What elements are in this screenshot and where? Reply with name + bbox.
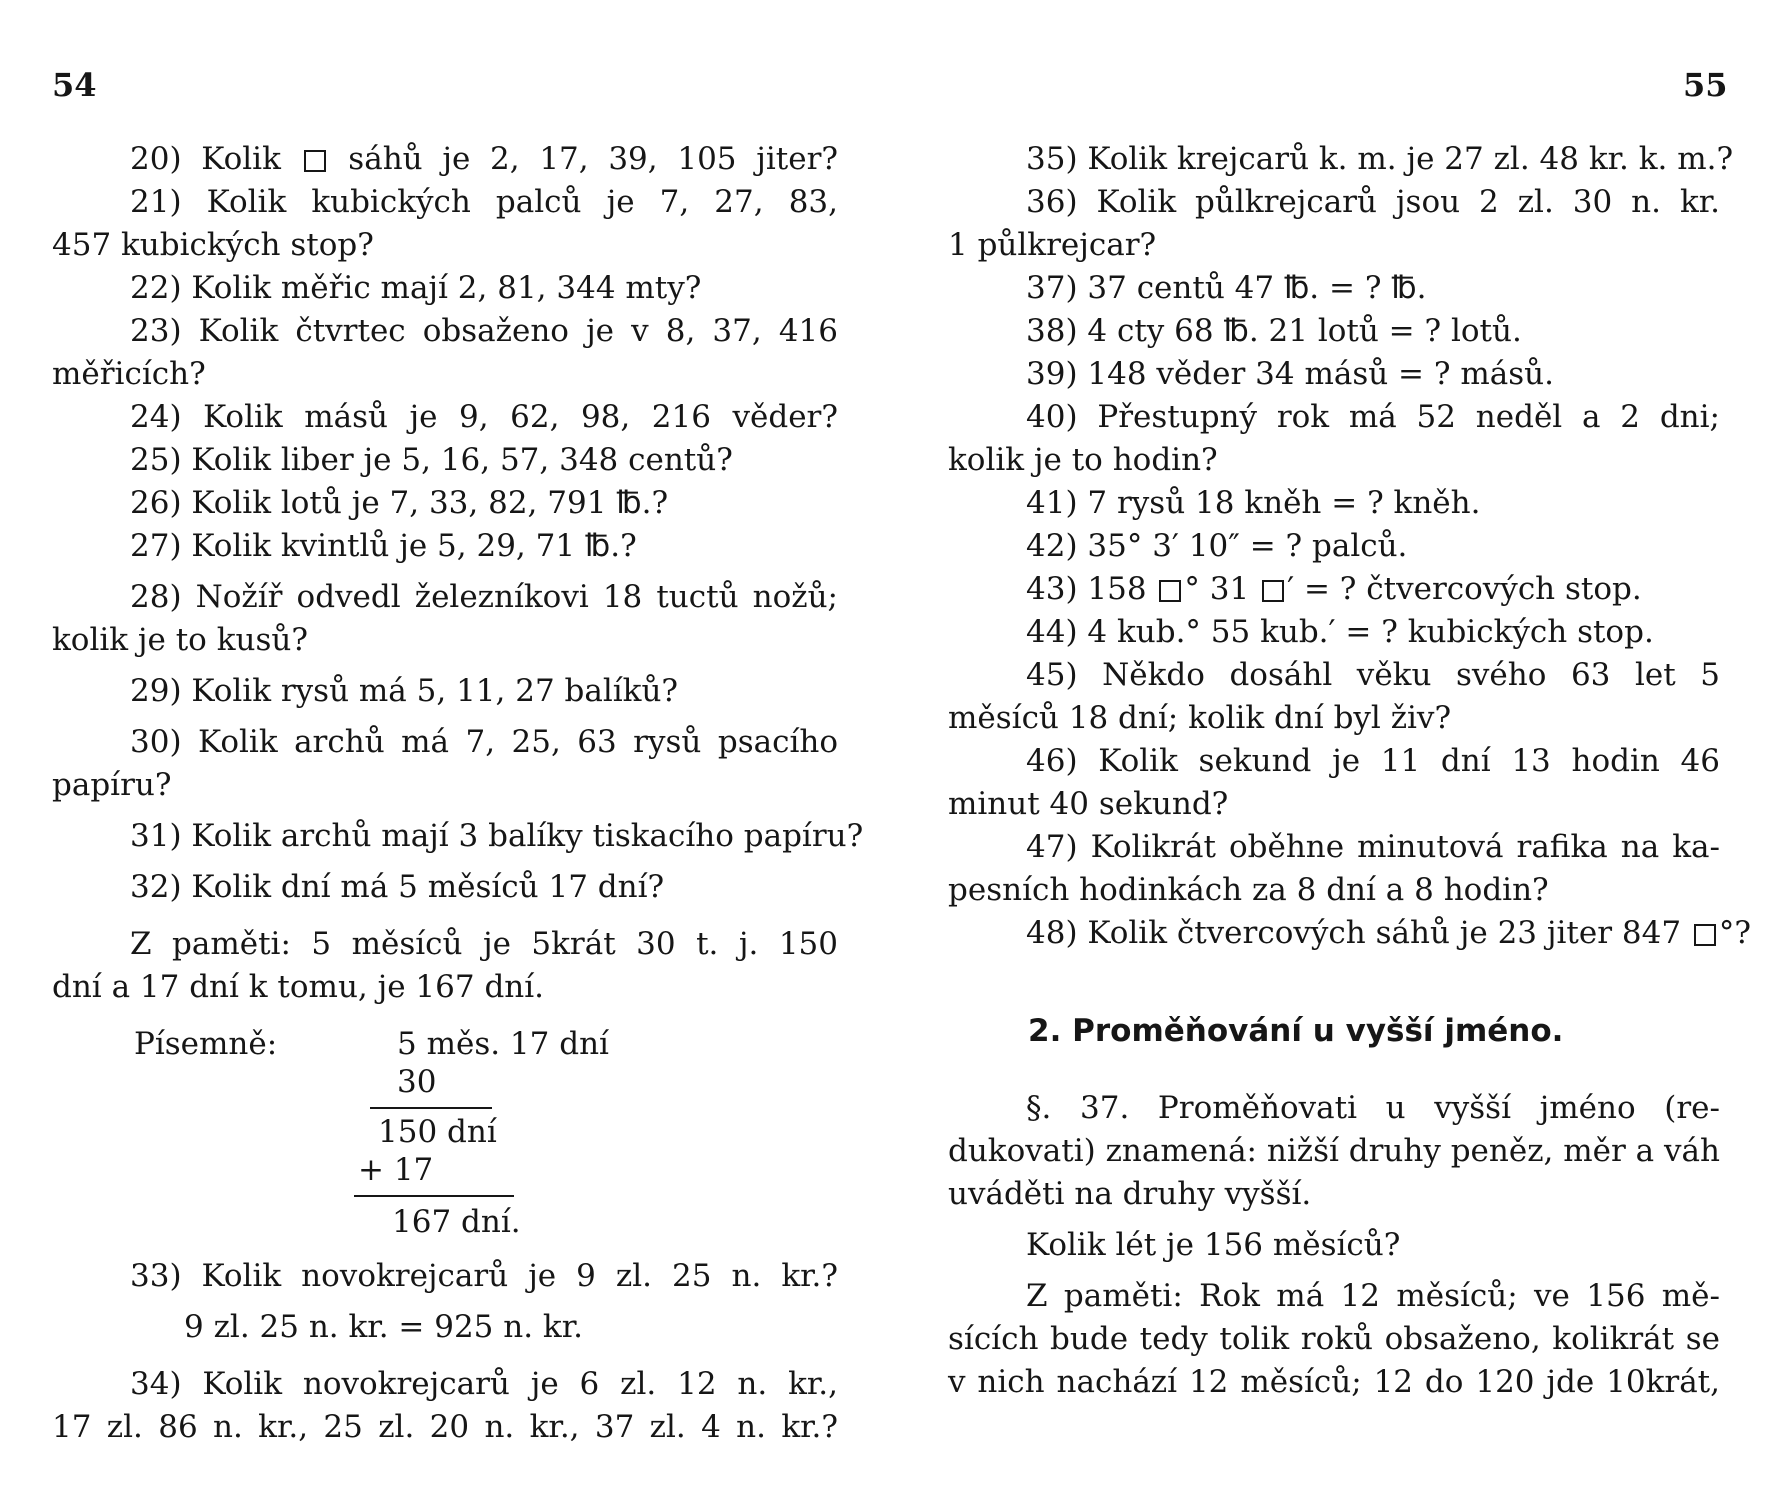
paragraph-37: §. 37. Proměňovati u vyšší jméno (re-	[1026, 1090, 1720, 1126]
written-calculation	[52, 1023, 838, 1255]
exercise-23-cont: měřicích?	[52, 356, 206, 392]
square-symbol-icon	[1262, 580, 1284, 602]
calc-rule-2	[354, 1195, 514, 1197]
exercise-44: 44) 4 kub.° 55 kub.′ = ? kubických stop.	[1026, 614, 1654, 650]
exercise-48: 48) Kolik čtvercových sáhů je 23 jiter 847 °?	[1026, 915, 1752, 951]
exercise-40: 40) Přestupný rok má 52 neděl a 2 dni;	[1026, 399, 1720, 435]
exercise-24: 24) Kolik másů je 9, 62, 98, 216 věder?	[130, 399, 838, 435]
calc-row-2: 30	[397, 1064, 437, 1100]
exercise-23: 23) Kolik čtvrtec obsaženo je v 8, 37, 416	[130, 313, 838, 349]
calc-label: Písemně:	[134, 1026, 278, 1062]
exercise-29: 29) Kolik rysů má 5, 11, 27 balíků?	[130, 673, 679, 709]
page-number-left: 54	[52, 66, 97, 104]
exercise-28-cont: kolik je to kusů?	[52, 622, 308, 658]
exercise-26: 26) Kolik lotů je 7, 33, 82, 791 ℔.?	[130, 485, 669, 521]
square-symbol-icon	[304, 150, 326, 172]
exercise-40-cont: kolik je to hodin?	[948, 442, 1218, 478]
calc-row-4: + 17	[358, 1152, 434, 1188]
question-156: Kolik lét je 156 měsíců?	[1026, 1227, 1401, 1263]
exercise-35: 35) Kolik krejcarů k. m. je 27 zl. 48 kr. k. m.?	[1026, 141, 1734, 177]
exercise-27: 27) Kolik kvintlů je 5, 29, 71 ℔.?	[130, 528, 637, 564]
exercise-33-answer: 9 zl. 25 n. kr. = 925 n. kr.	[184, 1309, 583, 1345]
exercise-42: 42) 35° 3′ 10″ = ? palců.	[1026, 528, 1408, 564]
calc-rule-1	[370, 1107, 492, 1109]
exercise-31: 31) Kolik archů mají 3 balíky tiskacího papíru?	[130, 818, 864, 854]
exercise-43: 43) 158 ° 31 ′ = ? čtvercových stop.	[1026, 571, 1642, 607]
mental-calc-cont: dní a 17 dní k tomu, je 167 dní.	[52, 969, 545, 1005]
exercise-34: 34) Kolik novokrejcarů je 6 zl. 12 n. kr.,	[130, 1366, 838, 1402]
calc-row-5: 167 dní.	[392, 1204, 521, 1240]
exercise-25: 25) Kolik liber je 5, 16, 57, 348 centů?	[130, 442, 733, 478]
section-heading: 2. Proměňování u vyšší jméno.	[1028, 1013, 1564, 1049]
exercise-47: 47) Kolikrát oběhne minutová rafika na ka-	[1026, 829, 1720, 865]
exercise-28: 28) Nožíř odvedl železníkovi 18 tuctů nožů;	[130, 579, 838, 615]
mental-calc-right-line-2: sících bude tedy tolik roků obsaženo, kolikrát se	[948, 1321, 1720, 1357]
exercise-32: 32) Kolik dní má 5 měsíců 17 dní?	[130, 869, 665, 905]
square-symbol-icon	[1159, 580, 1181, 602]
page-number-right: 55	[1683, 66, 1728, 104]
exercise-37: 37) 37 centů 47 ℔. = ? ℔.	[1026, 270, 1427, 306]
exercise-46-cont: minut 40 sekund?	[948, 786, 1229, 822]
exercise-20: 20) Kolik sáhů je 2, 17, 39, 105 jiter?	[130, 141, 839, 177]
exercise-38: 38) 4 cty 68 ℔. 21 lotů = ? lotů.	[1026, 313, 1522, 349]
right-page	[948, 138, 1752, 1404]
exercise-47-cont: pesních hodinkách za 8 dní a 8 hodin?	[948, 872, 1549, 908]
exercise-30-cont: papíru?	[52, 767, 172, 803]
exercise-21: 21) Kolik kubických palců je 7, 27, 83,	[130, 184, 838, 220]
mental-calc-right-line-3: v nich nachází 12 měsíců; 12 do 120 jde 10krát,	[948, 1364, 1720, 1400]
paragraph-37-line-2: dukovati) znamená: nižší druhy peněz, měr a váh	[948, 1133, 1720, 1169]
square-symbol-icon	[1694, 924, 1716, 946]
exercise-46: 46) Kolik sekund je 11 dní 13 hodin 46	[1026, 743, 1720, 779]
exercise-21-cont: 457 kubických stop?	[52, 227, 374, 263]
mental-calc: Z paměti: 5 měsíců je 5krát 30 t. j. 150	[130, 926, 838, 962]
calc-row-1: 5 měs. 17 dní	[397, 1026, 609, 1062]
exercise-22: 22) Kolik měřic mají 2, 81, 344 mty?	[130, 270, 702, 306]
exercise-45: 45) Někdo dosáhl věku svého 63 let 5	[1026, 657, 1720, 693]
exercise-36: 36) Kolik půlkrejcarů jsou 2 zl. 30 n. kr.	[1026, 184, 1720, 220]
exercise-45-cont: měsíců 18 dní; kolik dní byl živ?	[948, 700, 1452, 736]
exercise-33: 33) Kolik novokrejcarů je 9 zl. 25 n. kr.?	[130, 1258, 838, 1294]
calc-row-3: 150 dní	[378, 1114, 497, 1150]
exercise-39: 39) 148 věder 34 másů = ? másů.	[1026, 356, 1554, 392]
exercise-36-cont: 1 půlkrejcar?	[948, 227, 1157, 263]
exercise-41: 41) 7 rysů 18 kněh = ? kněh.	[1026, 485, 1481, 521]
left-page	[52, 138, 864, 1449]
exercise-34-cont: 17 zl. 86 n. kr., 25 zl. 20 n. kr., 37 zl. 4 n. kr.?	[52, 1409, 838, 1445]
exercise-30: 30) Kolik archů má 7, 25, 63 rysů psacího	[130, 724, 838, 760]
paragraph-37-line-3: uváděti na druhy vyšší.	[948, 1176, 1312, 1212]
mental-calc-right: Z paměti: Rok má 12 měsíců; ve 156 mě-	[1026, 1278, 1720, 1314]
